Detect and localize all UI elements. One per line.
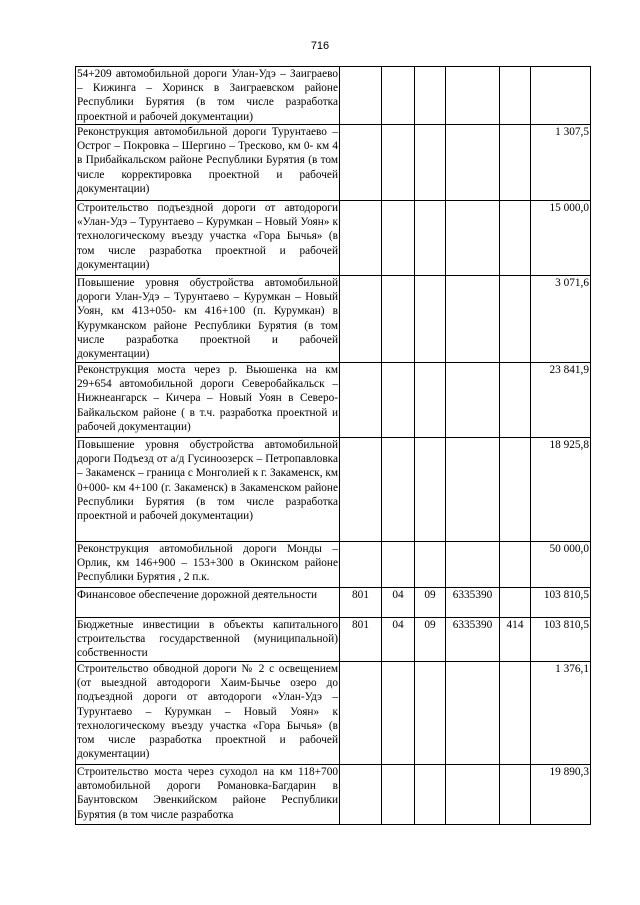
section-code-cell xyxy=(382,201,415,276)
target-article-cell xyxy=(446,276,500,363)
section-code-cell xyxy=(382,276,415,363)
ministry-code-cell xyxy=(340,765,382,825)
expense-type-cell xyxy=(500,588,531,618)
subsection-code-cell: 09 xyxy=(415,588,446,618)
expense-type-cell: 414 xyxy=(500,618,531,662)
table-row xyxy=(76,276,591,363)
amount-cell: 1 307,5 xyxy=(531,125,591,201)
ministry-code-cell xyxy=(340,363,382,438)
target-article-cell xyxy=(446,363,500,438)
section-code-cell: 04 xyxy=(382,618,415,662)
target-article-cell: 6335390 xyxy=(446,618,500,662)
table-row xyxy=(76,542,591,588)
ministry-code-cell: 801 xyxy=(340,618,382,662)
target-article-cell xyxy=(446,765,500,825)
ministry-code-cell xyxy=(340,276,382,363)
ministry-code-cell xyxy=(340,67,382,125)
table-row xyxy=(76,662,591,765)
item-name-cell: Строительство обводной дороги № 2 с освещением (от выездной автодороги Хаим-Бычье озеро до подъездной дороги от автодороги «Улан-Удэ – Турунтаево – Курумкан – Новый Уоян» к технологическому въезду участка «Гора Бычья» (в том числе разработка проектной и рабочей документации) xyxy=(76,662,340,765)
page-number: 716 xyxy=(310,40,330,52)
subsection-code-cell xyxy=(415,542,446,588)
section-code-cell xyxy=(382,542,415,588)
expense-type-cell xyxy=(500,542,531,588)
item-name-cell: Бюджетные инвестиции в объекты капитального строительства государственной (муниципальной) собственности xyxy=(76,618,340,662)
table-row xyxy=(76,438,591,542)
amount-cell: 103 810,5 xyxy=(531,618,591,662)
item-name-cell: Финансовое обеспечение дорожной деятельности xyxy=(76,588,340,618)
amount-cell: 50 000,0 xyxy=(531,542,591,588)
subsection-code-cell: 09 xyxy=(415,618,446,662)
subsection-code-cell xyxy=(415,662,446,765)
ministry-code-cell xyxy=(340,125,382,201)
target-article-cell xyxy=(446,201,500,276)
table-row xyxy=(76,201,591,276)
target-article-cell xyxy=(446,438,500,542)
subsection-code-cell xyxy=(415,276,446,363)
item-name-cell: Строительство моста через суходол на км 118+700 автомобильной дороги Романовка-Багдарин в Баунтовском Эвенкийском районе Республики Бурятия (в том числе разработка xyxy=(76,765,340,825)
ministry-code-cell xyxy=(340,542,382,588)
ministry-code-cell xyxy=(340,438,382,542)
target-article-cell xyxy=(446,662,500,765)
amount-cell: 15 000,0 xyxy=(531,201,591,276)
amount-cell: 3 071,6 xyxy=(531,276,591,363)
subsection-code-cell xyxy=(415,765,446,825)
table-row xyxy=(76,618,591,662)
section-code-cell xyxy=(382,363,415,438)
subsection-code-cell xyxy=(415,125,446,201)
ministry-code-cell xyxy=(340,662,382,765)
ministry-code-cell: 801 xyxy=(340,588,382,618)
expense-type-cell xyxy=(500,125,531,201)
amount-cell: 103 810,5 xyxy=(531,588,591,618)
budget-table xyxy=(75,66,591,825)
table-row xyxy=(76,588,591,618)
target-article-cell xyxy=(446,125,500,201)
subsection-code-cell xyxy=(415,201,446,276)
table-row xyxy=(76,765,591,825)
target-article-cell xyxy=(446,542,500,588)
table-row xyxy=(76,67,591,125)
expense-type-cell xyxy=(500,363,531,438)
expense-type-cell xyxy=(500,201,531,276)
section-code-cell xyxy=(382,67,415,125)
table-row xyxy=(76,363,591,438)
amount-cell xyxy=(531,67,591,125)
item-name-cell: Повышение уровня обустройства автомобильной дороги Улан-Удэ – Турунтаево – Курумкан – Новый Уоян, км 413+050- км 416+100 (п. Курумкан) в Курумканском районе Республики Бурятия (в том числе разработка проектной и рабочей документации) xyxy=(76,276,340,363)
table-row xyxy=(76,125,591,201)
section-code-cell: 04 xyxy=(382,588,415,618)
item-name-cell: Строительство подъездной дороги от автодороги «Улан-Удэ – Турунтаево – Курумкан – Новый Уоян» к технологическому въезду участка «Гора Бычья» (в том числе разработка проектной и рабочей документации) xyxy=(76,201,340,276)
amount-cell: 23 841,9 xyxy=(531,363,591,438)
item-name-cell: Реконструкция автомобильной дороги Турунтаево – Острог – Покровка – Шергино – Тресково, км 0- км 4 в Прибайкальском районе Республики Бурятия (в том числе корректировка проектной и рабочей документации) xyxy=(76,125,340,201)
subsection-code-cell xyxy=(415,363,446,438)
section-code-cell xyxy=(382,125,415,201)
amount-cell: 19 890,3 xyxy=(531,765,591,825)
amount-cell: 18 925,8 xyxy=(531,438,591,542)
subsection-code-cell xyxy=(415,438,446,542)
amount-cell: 1 376,1 xyxy=(531,662,591,765)
section-code-cell xyxy=(382,662,415,765)
item-name-cell: Реконструкция моста через р. Вьюшенка на км 29+654 автомобильной дороги Северобайкальск – Нижнеангарск – Кичера – Новый Уоян в Северо-Байкальском районе ( в т.ч. разработка проектной и рабочей документации) xyxy=(76,363,340,438)
subsection-code-cell xyxy=(415,67,446,125)
item-name-cell: Реконструкция автомобильной дороги Монды – Орлик, км 146+900 – 153+300 в Окинском районе Республики Бурятия , 2 п.к. xyxy=(76,542,340,588)
expense-type-cell xyxy=(500,765,531,825)
target-article-cell: 6335390 xyxy=(446,588,500,618)
expense-type-cell xyxy=(500,67,531,125)
ministry-code-cell xyxy=(340,201,382,276)
item-name-cell: Повышение уровня обустройства автомобильной дороги Подъезд от а/д Гусиноозерск – Петропавловка – Закаменск – граница с Монголией к г. Закаменск, км 0+000- км 4+100 (г. Закаменск) в Закаменском районе Республики Бурятия (в том числе разработка проектной и рабочей документации) xyxy=(76,438,340,542)
target-article-cell xyxy=(446,67,500,125)
expense-type-cell xyxy=(500,276,531,363)
section-code-cell xyxy=(382,765,415,825)
budget-table-body xyxy=(76,67,591,825)
expense-type-cell xyxy=(500,662,531,765)
expense-type-cell xyxy=(500,438,531,542)
item-name-cell: 54+209 автомобильной дороги Улан-Удэ – Заиграево – Кижинга – Хоринск в Заиграевском районе Республики Бурятия (в том числе разработка проектной и рабочей документации) xyxy=(77,68,338,123)
section-code-cell xyxy=(382,438,415,542)
